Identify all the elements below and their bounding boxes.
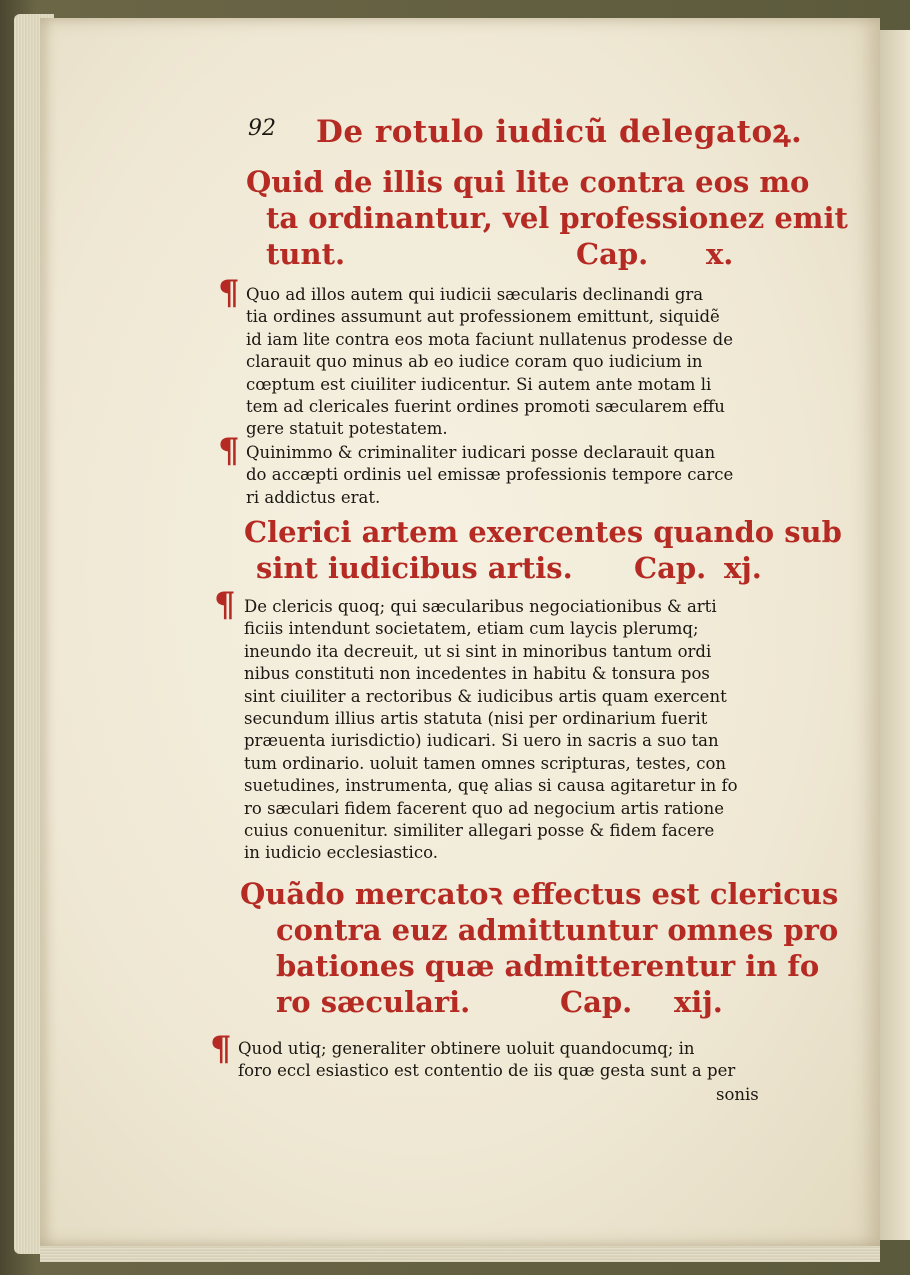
chapter-number: x. (706, 237, 734, 271)
heading-line: tunt. (266, 237, 346, 271)
text-line: do accæpti ordinis uel emissæ professionis tempore carce (246, 465, 734, 485)
facing-page-edge (878, 30, 910, 1240)
text-line: secundum illius artis statuta (nisi per ordinarium fuerit (244, 709, 708, 729)
heading-line: Quid de illis qui lite contra eos mo (246, 165, 810, 199)
text-line: gere statuit potestatem. (246, 419, 448, 439)
chapter-label: Cap. (634, 551, 707, 585)
paragraph-mark: ¶ (218, 431, 240, 471)
paragraph (244, 596, 738, 865)
text-line: tem ad clericales fuerint ordines promoti sæcularem effu (246, 397, 725, 417)
text-line: Quinimmo & criminaliter iudicari posse declarauit quan (246, 443, 716, 462)
catchword: sonis (716, 1085, 759, 1104)
text-line: in iudicio ecclesiastico. (244, 843, 438, 863)
text-line: nibus constituti non incedentes in habitu & tonsura pos (244, 664, 710, 684)
paragraph (238, 1038, 735, 1083)
text-line: cuius conuenitur. similiter allegari posse & fidem facere (244, 821, 715, 841)
text-line: Quod utiq; generaliter obtinere uoluit quandocumq; in (238, 1039, 695, 1058)
text-line: ineundo ita decreuit, ut si sint in minoribus tantum ordi (244, 641, 712, 661)
heading-line: sint iudicibus artis. (256, 551, 573, 585)
text-line: id iam lite contra eos mota faciunt nullatenus prodesse de (246, 329, 733, 349)
heading-line: ta ordinantur, vel professionez emit (266, 201, 848, 235)
page-number: 92 (248, 116, 276, 141)
text-line: ro sæculari fidem facerent quo ad negocium artis ratione (244, 798, 724, 818)
chapter-heading-x (246, 164, 848, 274)
text-line: Quo ad illos autem qui iudicii sæcularis declinandi gra (246, 285, 704, 304)
paragraph-mark: ¶ (218, 273, 240, 313)
text-line: tum ordinario. uoluit tamen omnes scripturas, testes, con (244, 753, 727, 773)
text-line: ri addictus erat. (246, 487, 381, 507)
chapter-label: Cap. (576, 237, 649, 271)
chapter-heading-xj (244, 514, 842, 588)
text-line: foro eccl esiastico est contentio de iis quæ gesta sunt a per (238, 1061, 736, 1081)
chapter-number: xj. (724, 551, 762, 585)
text-line: suetudines, instrumenta, quę alias si causa agitaretur in fo (244, 776, 738, 796)
heading-line: bationes quæ admitterentur in fo (276, 949, 820, 983)
chapter-label: Cap. (560, 985, 633, 1019)
text-line: præuenta iurisdictio) iudicari. Si uero in sacris a suo tan (244, 731, 719, 751)
text-line: ficiis intendunt societatem, etiam cum laycis plerumq; (244, 619, 699, 639)
text-line: sint ciuiliter a rectoribus & iudicibus artis quam exercent (244, 686, 727, 706)
text-line: clarauit quo minus ab eo iudice coram quo iudicium in (246, 352, 703, 372)
chapter-number: xij. (674, 985, 723, 1019)
text-line: tia ordines assumunt aut professionem emittunt, siquidẽ (246, 307, 720, 327)
running-head: De rotulo iudicũ delegatoꝝ. (316, 114, 803, 150)
paragraph (246, 442, 733, 509)
paragraph (246, 284, 733, 441)
paragraph-mark: ¶ (210, 1029, 232, 1069)
heading-line: Quãdo mercatoꝛ effectus est clericus (240, 877, 839, 911)
text-line: De clericis quoq; qui sæcularibus negociationibus & arti (244, 597, 717, 616)
text-line: cœptum est ciuiliter iudicentur. Si autem ante motam li (246, 374, 712, 394)
chapter-heading-xij (240, 876, 839, 1026)
paragraph-mark: ¶ (214, 585, 236, 625)
heading-line: Clerici artem exercentes quando sub (244, 515, 842, 549)
heading-line: ro sæculari. (276, 985, 471, 1019)
heading-line: contra euz admittuntur omnes pro (276, 913, 839, 947)
